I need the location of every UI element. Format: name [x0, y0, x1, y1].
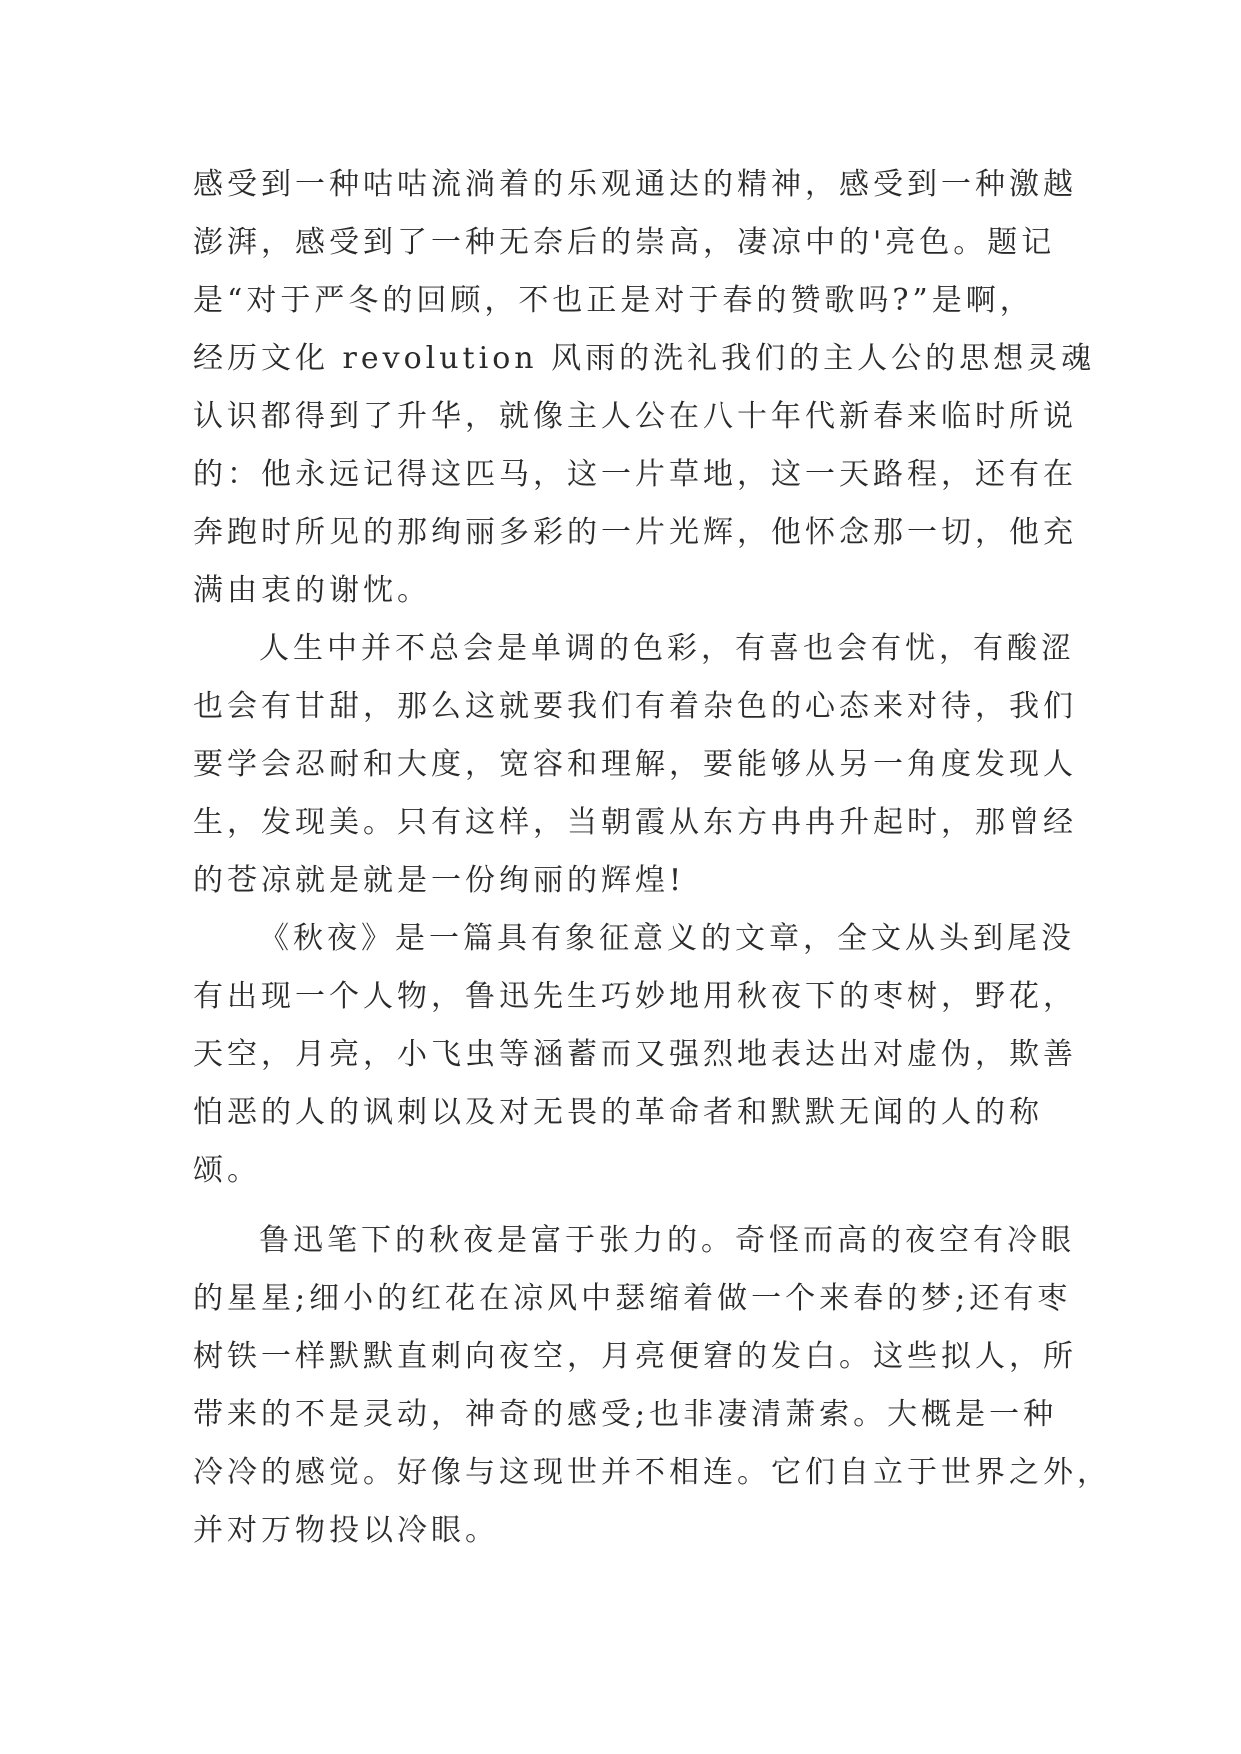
text-line: 生，发现美。只有这样，当朝霞从东方冉冉升起时，那曾经 [193, 805, 1077, 840]
text-line: 人生中并不总会是单调的色彩，有喜也会有忧，有酸涩 [259, 631, 1075, 666]
text-line: 的：他永远记得这匹马，这一片草地，这一天路程，还有在 [193, 457, 1077, 492]
text-line: 鲁迅笔下的秋夜是富于张力的。奇怪而高的夜空有冷眼 [259, 1223, 1075, 1258]
text-line: 有出现一个人物，鲁迅先生巧妙地用秋夜下的枣树，野花， [193, 979, 1077, 1014]
text-line: 澎湃，感受到了一种无奈后的崇高，凄凉中的'亮色。题记 [193, 225, 1056, 260]
text-line: 树铁一样默默直刺向夜空，月亮便窘的发白。这些拟人，所 [193, 1339, 1077, 1374]
text-line: 天空，月亮，小飞虫等涵蓄而又强烈地表达出对虚伪，欺善 [193, 1037, 1077, 1072]
text-line: 并对万物投以冷眼。 [193, 1513, 499, 1548]
text-line: 《秋夜》是一篇具有象征意义的文章，全文从头到尾没 [259, 921, 1075, 956]
paragraph-1 [193, 156, 1096, 620]
paragraph-4 [193, 1212, 1111, 1560]
text-line: 也会有甘甜，那么这就要我们有着杂色的心态来对待，我们 [193, 689, 1077, 724]
text-line: 颂。 [193, 1153, 261, 1188]
text-line: 带来的不是灵动，神奇的感受;也非凄清萧索。大概是一种 [193, 1397, 1058, 1432]
text-line: 奔跑时所见的那绚丽多彩的一片光辉，他怀念那一切，他充 [193, 515, 1077, 550]
paragraph-2 [193, 620, 1077, 910]
text-line: 怕恶的人的讽刺以及对无畏的革命者和默默无闻的人的称 [193, 1095, 1043, 1130]
text-line: 认识都得到了升华，就像主人公在八十年代新春来临时所说 [193, 399, 1077, 434]
text-line: 经历文化 revolution 风雨的洗礼我们的主人公的思想灵魂 [193, 341, 1096, 376]
text-line: 的苍凉就是就是一份绚丽的辉煌! [193, 863, 686, 898]
text-line: 是“对于严冬的回顾，不也正是对于春的赞歌吗?”是啊， [193, 283, 1034, 318]
text-line: 的星星;细小的红花在凉风中瑟缩着做一个来春的梦;还有枣 [193, 1281, 1072, 1316]
document-body [193, 156, 1111, 1560]
text-line: 感受到一种咕咕流淌着的乐观通达的精神，感受到一种激越 [193, 167, 1077, 202]
text-line: 冷冷的感觉。好像与这现世并不相连。它们自立于世界之外， [193, 1455, 1111, 1490]
text-line: 要学会忍耐和大度，宽容和理解，要能够从另一角度发现人 [193, 747, 1077, 782]
paragraph-3 [193, 910, 1077, 1200]
text-line: 满由衷的谢忱。 [193, 573, 431, 608]
